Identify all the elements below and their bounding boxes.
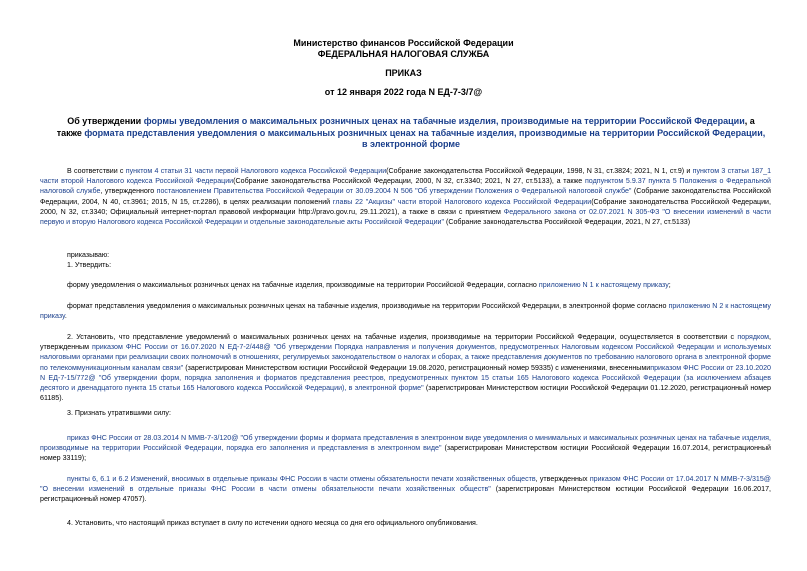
item2-text: 2. Установить, что представление уведомлений о максимальных розничных ценах на табачные изделия, производимые на территории Российской Федерации, осуществляется в соответствии с	[67, 333, 738, 341]
item1-format-end: .	[64, 312, 67, 321]
item3-a-text: (зарегистрирован Министерством юстиции Российской Федерации 16.07.2014, регистрационный номер 33119);	[40, 444, 772, 463]
link-federal-law-305[interactable]: Федерального закона от 02.07.2021 N 305-ФЗ "О внесении изменений в части первую и вторую Налогового кодекса Российской Федерации и отдельные законодательные акты Российской Федерации"	[40, 207, 771, 227]
item1-format	[40, 301, 771, 321]
document-title	[56, 116, 766, 151]
item3-repeal-b	[40, 474, 771, 505]
item3-b-text: , утвержденных	[535, 475, 590, 483]
link-government-decree[interactable]: постановлением Правительства Российской Федерации от 30.09.2004 N 506 "Об утверждении Положения о Федеральной налоговой службе"	[156, 187, 632, 196]
item4-paragraph: 4. Установить, что настоящий приказ вступает в силу по истечении одного месяца со дня его официального опубликования.	[67, 519, 478, 527]
ministry-name: Министерство финансов Российской Федерации	[293, 38, 514, 48]
link-chapter-22[interactable]: главы 22 "Акцизы" части второй Налогового кодекса Российской Федерации	[332, 197, 592, 206]
item1-format-text: формат представления уведомления о максимальных розничных ценах на табачные изделия, производимые на территории Российской Федерации, в электронной форме согласно	[67, 302, 669, 310]
title-link-form[interactable]: формы уведомления о максимальных розничных ценах на табачные изделия, производимые на территории Российской Федерации	[143, 116, 745, 126]
item2-paragraph	[40, 332, 771, 403]
preamble-text: (Собрание законодательства Российской Федерации, 2021, N 27, ст.5133)	[444, 218, 691, 227]
link-order-ed-7-15-772[interactable]: приказом ФНС России от 23.10.2020 N ЕД-7-15/772@ "Об утверждении форм, порядка заполнения и форматов представления реестров, предусмотренных пунктом 15 статьи 165 Налогового кодекса Российской Федерации (за исключением абзацев десятого и двенадцатого пункта 15 статьи 165 Налогового кодекса Российской Федерации), в электронной форме"	[40, 363, 771, 393]
link-order-ed-7-2-448[interactable]: приказом ФНС России от 16.07.2020 N ЕД-7-2/448@ "Об утверждении Порядка направления и получения документов, предусмотренных Налоговым кодексом Российской Федерации и используемых налоговыми органами при реализации своих полномочий в отношениях, регулируемых законодательством о налогах и сборах, а также представления документов по требованию налогового органа в электронной форме по телекоммуникационным каналам связи"	[40, 343, 771, 372]
item1-heading: 1. Утвердить:	[67, 261, 112, 269]
link-tax-code-art31[interactable]: пунктом 4 статьи 31 части первой Налогового кодекса Российской Федерации	[125, 167, 387, 175]
item3-heading: 3. Признать утратившими силу:	[67, 409, 171, 417]
item3-b-text: (зарегистрирован Министерством юстиции Российской Федерации 16.06.2017, регистрационный номер 47057).	[40, 485, 771, 504]
preamble-text: (Собрание законодательства Российской Федерации, 2000, N 32, ст.3340; Официальный интернет-портал правовой информации http://pravo.gov.ru, 29.11.2021), а также в связи с принятием	[40, 197, 771, 216]
preamble-text: , утвержденного	[100, 187, 157, 196]
link-order-mmv-7-3-120[interactable]: приказ ФНС России от 28.03.2014 N ММВ-7-3/120@ "Об утверждении формы и формата представления в электронном виде уведомления о минимальных и максимальных розничных ценах на табачные изделия, производимые на территории Российской Федерации, порядка его заполнения и представления в электронном виде"	[40, 434, 771, 453]
title-link-format[interactable]: формата представления уведомления о максимальных розничных ценах на табачные изделия, производимые на территории Российской Федерации, в электронной форме	[84, 127, 766, 149]
preamble-text: (Собрание законодательства Российской Федерации, 1998, N 31, ст.3824; 2021, N 1, ст.9) и	[386, 167, 693, 175]
order-word: приказываю:	[67, 251, 110, 259]
title-mid: , а также	[56, 116, 755, 138]
item2-text: (зарегистрирован Министерством юстиции Российской Федерации 01.12.2020, регистрационный номер 61185).	[40, 384, 771, 403]
service-name: ФЕДЕРАЛЬНАЯ НАЛОГОВАЯ СЛУЖБА	[317, 49, 490, 59]
document-date-number: от 12 января 2022 года N ЕД-7-3/7@	[324, 87, 483, 97]
preamble-text: (Собрание законодательства Российской Федерации, 2000, N 32, ст.3340; 2021, N 27, ст.5133), а также	[233, 177, 585, 186]
item1-form-text: форму уведомления о максимальных розничных ценах на табачные изделия, производимые на территории Российской Федерации, согласно	[67, 281, 539, 289]
item1-form-end: ;	[668, 281, 671, 289]
link-procedure[interactable]: порядком	[737, 333, 770, 341]
preamble-text: (Собрание законодательства Российской Федерации, 2004, N 40, ст.3961; 2015, N 15, ст.2286), в целях реализации положений	[40, 187, 772, 206]
title-prefix: Об утверждении	[67, 116, 144, 126]
document-type: ПРИКАЗ	[385, 68, 422, 78]
preamble-text: В соответствии с	[67, 167, 126, 175]
item2-text: , утвержденным	[40, 333, 771, 352]
link-fns-regulation[interactable]: подпунктом 5.9.37 пункта 5 Положения о Федеральной налоговой службе	[40, 177, 771, 196]
link-appendix-1[interactable]: приложению N 1 к настоящему приказу	[538, 281, 669, 289]
link-changes-points-6[interactable]: пункты 6, 6.1 и 6.2 Изменений, вносимых в отдельные приказы ФНС России в части отмены обязательности печати хозяйственных обществ	[67, 475, 536, 483]
link-appendix-2[interactable]: приложению N 2 к настоящему приказу	[40, 302, 771, 321]
item1-form	[40, 280, 771, 290]
link-order-mmv-7-3-315[interactable]: приказом ФНС России от 17.04.2017 N ММВ-7-3/315@ "О внесении изменений в отдельные приказы ФНС России в части отмены обязательности печати хозяйственных обществ"	[40, 475, 771, 494]
item2-text: (зарегистрирован Министерством юстиции Российской Федерации 19.08.2020, регистрационный номер 59335) с изменениями, внесенными	[183, 363, 651, 372]
item3-repeal-a	[40, 433, 771, 464]
link-tax-code-art187[interactable]: пунктом 3 статьи 187_1 части второй Налогового кодекса Российской Федерации	[40, 167, 772, 186]
preamble-paragraph	[40, 166, 771, 227]
